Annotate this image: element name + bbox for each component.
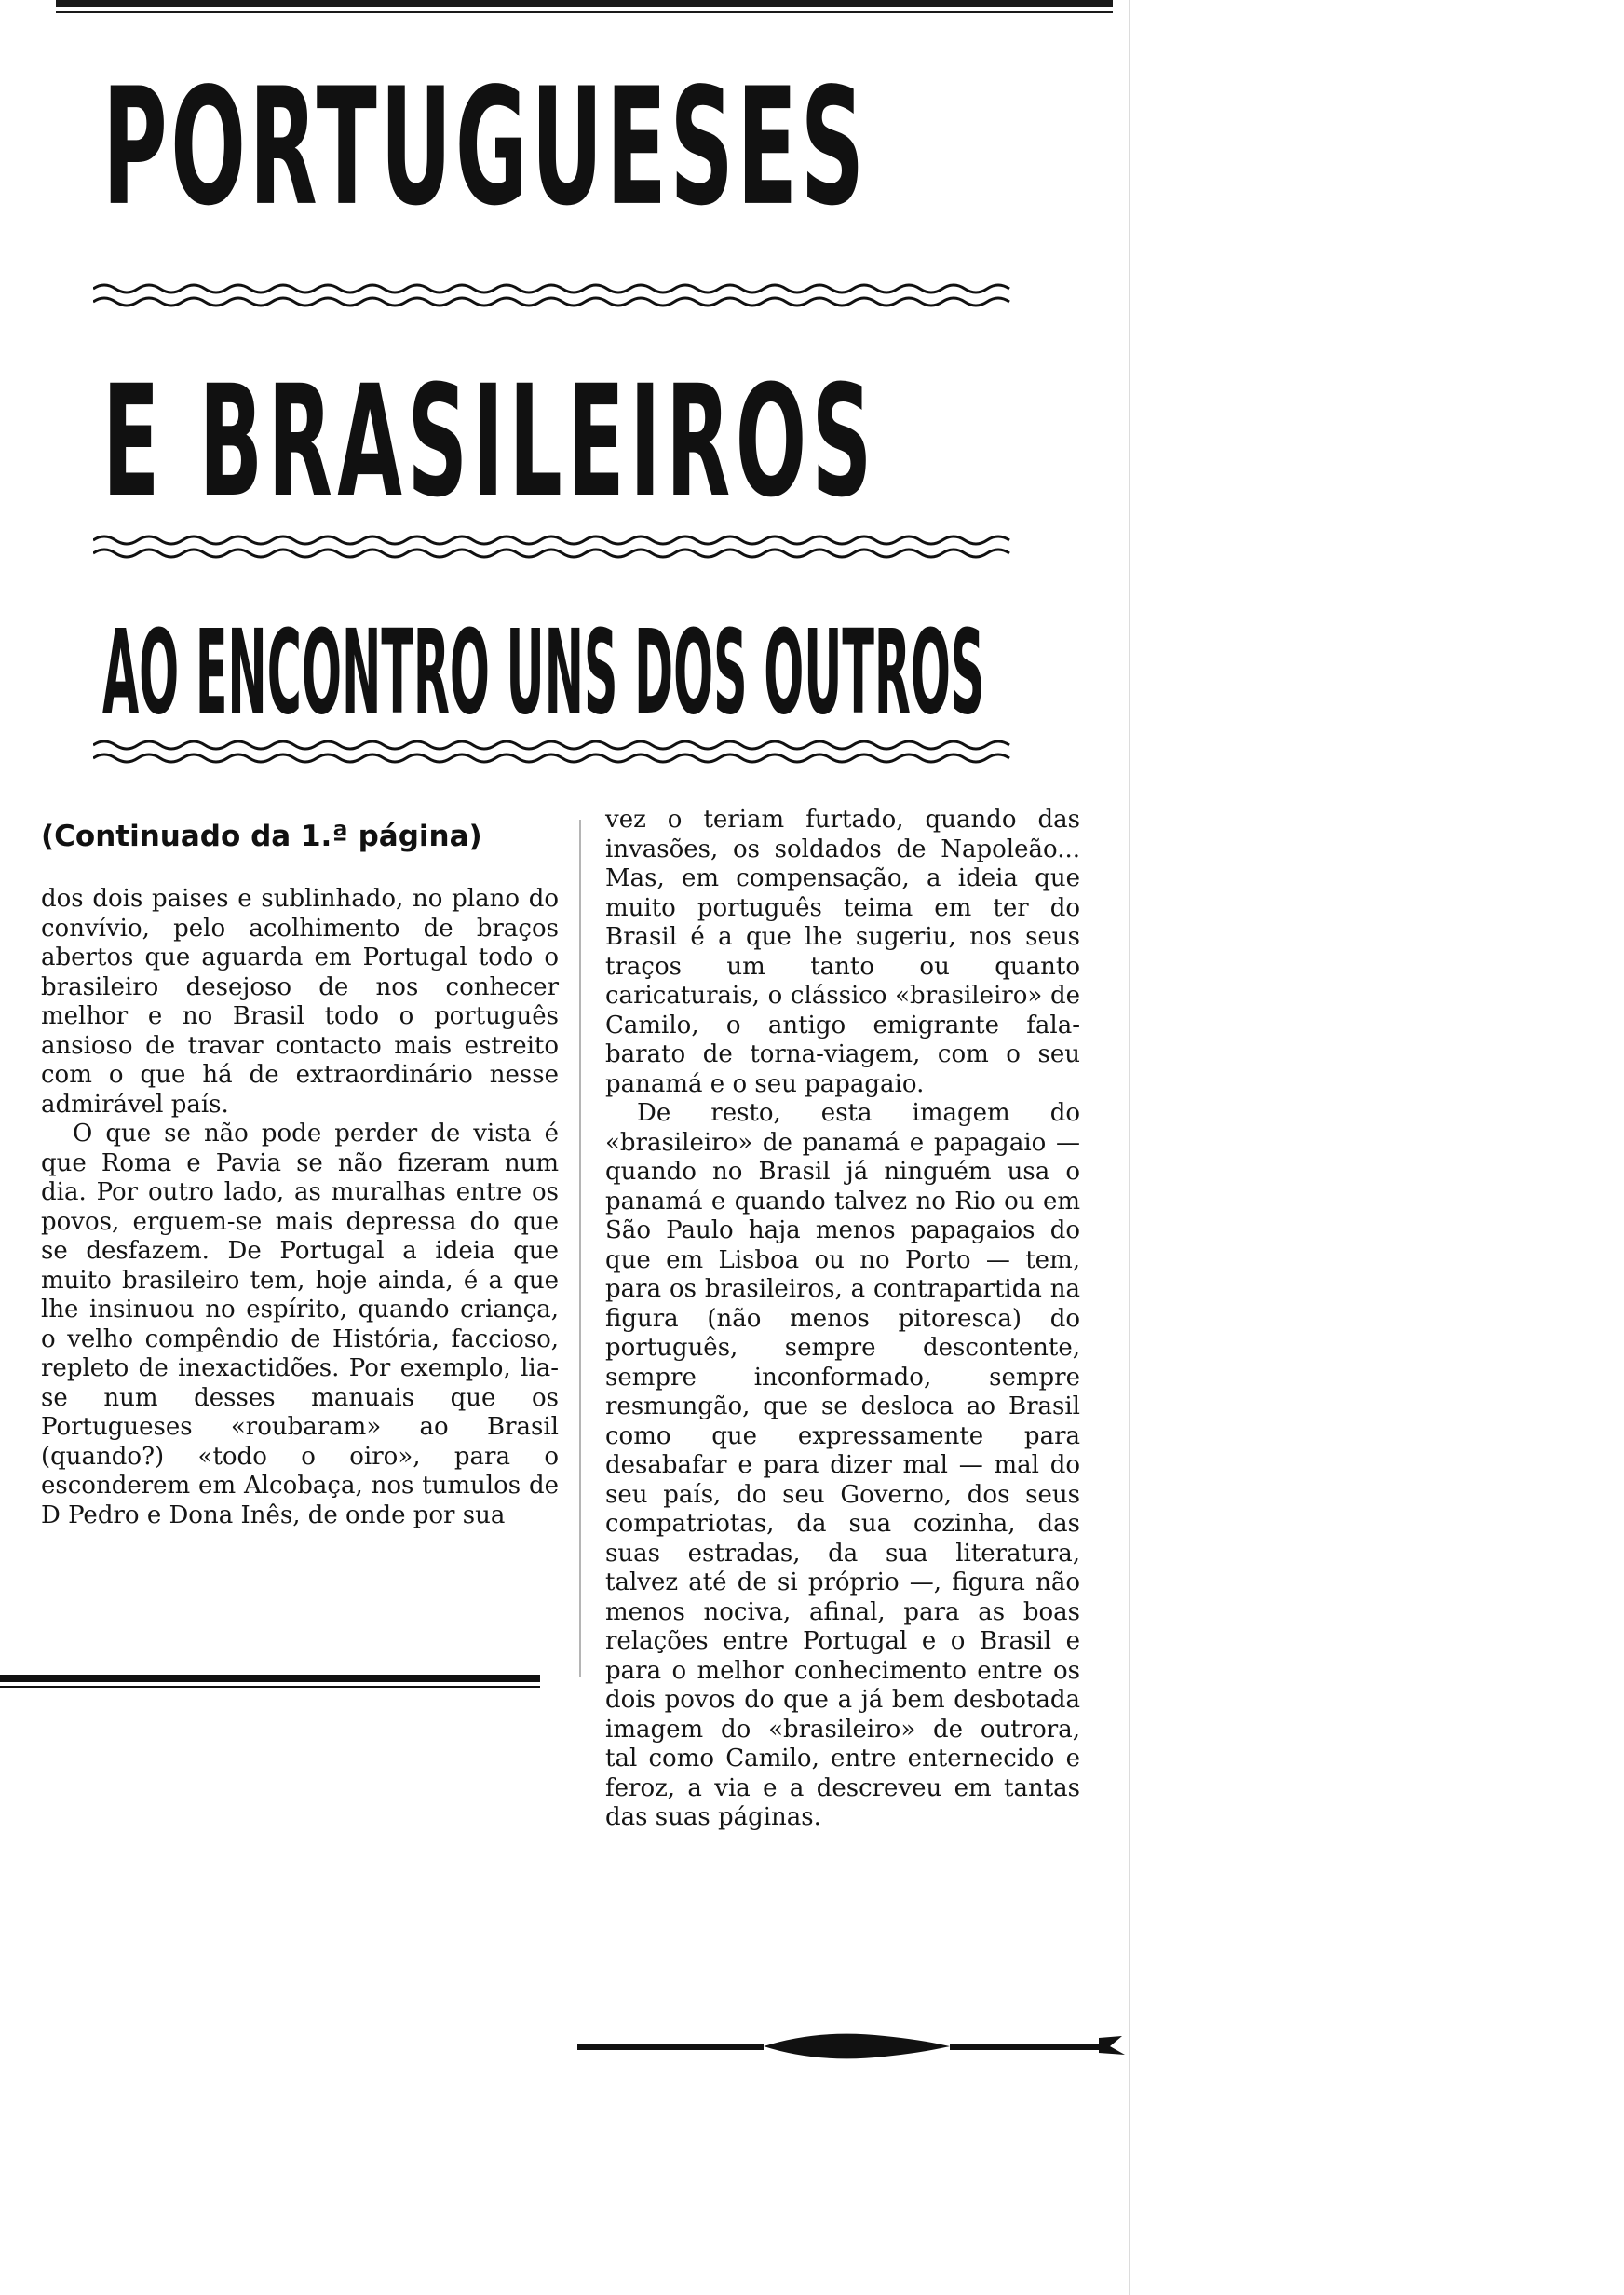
article-column-1 [41, 885, 559, 1530]
headline-line-1: PORTUGUESES [102, 53, 868, 242]
top-rule [56, 0, 1113, 7]
column-1-paragraph-2: O que se não pode perder de vista é que Roma e Pavia se não fizeram num dia. Por outro lado, as muralhas entre os povos, erguem-se mais depressa do que se desfazem. De Portugal a ideia que muito brasileiro tem, hoje ainda, é a que lhe insinuou no espírito, quando criança, o velho compêndio de História, faccioso, repleto de inexactidões. Por exemplo, lia-se num desses manuais que os Portugueses «roubaram» ao Brasil (quando?) «todo o oiro», para o esconderem em Alcobaça, nos tumulos de D Pedro e Dona Inês, de onde por sua [41, 1120, 559, 1529]
headline-wave-divider-2 [93, 531, 1024, 564]
top-rule-thin [56, 11, 1113, 13]
column-2-paragraph-2: De resto, esta imagem do «brasileiro» de panamá e papagaio — quando no Brasil já ninguém usa o panamá e quando talvez no Rio ou em São Paulo haja menos papagaios do que em Lisboa ou no Porto — tem, para os brasileiros, a contrapartida na figura (não menos pitoresca) do português, sempre descontente, sempre inconformado, sempre resmungão, que se desloca ao Brasil como que expressamente para desabafar e para dizer mal — mal do seu país, do seu Governo, dos seus compatriotas, da sua cozinha, das suas estradas, da sua literatura, talvez até de si próprio —, figura não menos nociva, afinal, para as boas relações entre Portugal e o Brasil e para o melhor conhecimento entre os dois povos do que a já bem desbotada imagem do «brasileiro» de outrora, tal como Camilo, entre enternecido e feroz, a via e a descreveu em tantas das suas páginas. [605, 1099, 1080, 1831]
headline-line-2: E BRASILEIROS [102, 352, 877, 531]
continued-from-note: (Continuado da 1.ª página) [41, 820, 482, 853]
column-1-end-rule [0, 1675, 540, 1682]
page-edge-rule [1129, 0, 1130, 2295]
column-1-end-rule-thin [0, 1686, 540, 1688]
headline-line-3: AO ENCONTRO UNS DOS OUTROS [102, 605, 985, 740]
headline-wave-divider-1 [93, 279, 1024, 313]
column-2-paragraph-1: vez o teriam furtado, quando das invasões, os soldados de Napoleão... Mas, em compensação, a ideia que muito português teima em ter do Brasil é a que lhe sugeriu, nos seus traços um tanto ou quanto caricaturais, o clássico «brasileiro» de Camilo, o antigo emigrante fala-barato de torna-viagem, com o seu panamá e o seu papagaio. [605, 806, 1080, 1098]
article-end-ornament [577, 2021, 1136, 2068]
article-column-2 [605, 806, 1080, 1833]
headline-wave-divider-3 [93, 736, 1024, 769]
column-1-paragraph-1: dos dois paises e sublinhado, no plano do convívio, pelo acolhimento de braços abertos que aguarda em Portugal todo o brasileiro desejoso de nos conhecer melhor e no Brasil todo o português ansioso de travar contacto mais estreito com o que há de extraordinário nesse admirável país. [41, 885, 559, 1119]
column-divider [579, 820, 581, 1677]
